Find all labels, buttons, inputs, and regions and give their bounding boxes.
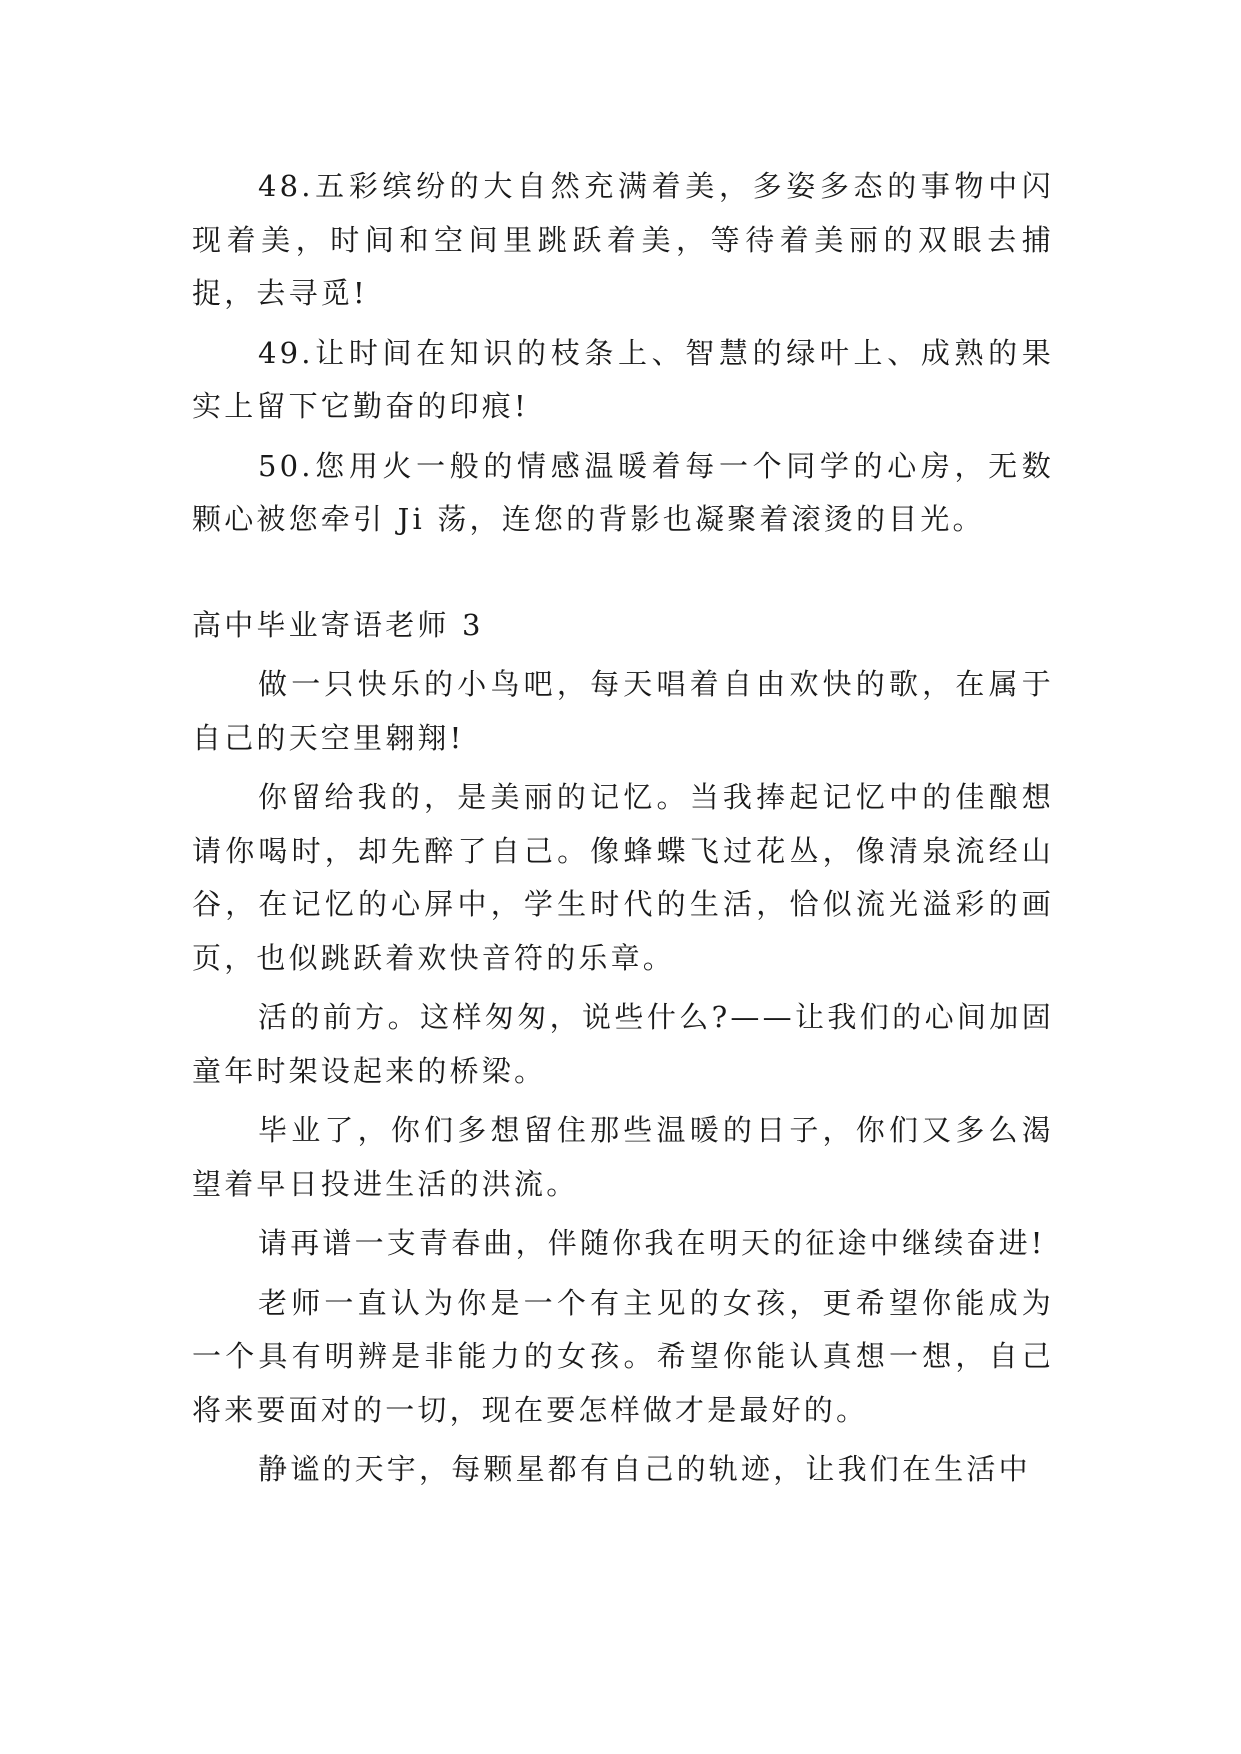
paragraph-48: 48.五彩缤纷的大自然充满着美，多姿多态的事物中闪现着美，时间和空间里跳跃着美，等待着美丽的双眼去捕捉，去寻觅! xyxy=(192,169,1054,310)
paragraph-stars: 静谧的天宇，每颗星都有自己的轨迹，让我们在生活中 xyxy=(258,1452,1031,1486)
paragraph-graduation: 毕业了，你们多想留住那些温暖的日子，你们又多么渴望着早日投进生活的洪流。 xyxy=(192,1113,1054,1201)
paragraph-youth-song: 请再谱一支青春曲，伴随你我在明天的征途中继续奋进! xyxy=(258,1226,1046,1260)
paragraph-bird: 做一只快乐的小鸟吧，每天唱着自由欢快的歌，在属于自己的天空里翱翔! xyxy=(192,667,1054,755)
paragraph-49: 49.让时间在知识的枝条上、智慧的绿叶上、成熟的果实上留下它勤奋的印痕! xyxy=(192,335,1054,423)
paragraph-memory: 你留给我的，是美丽的记忆。当我捧起记忆中的佳酿想请你喝时，却先醉了自己。像蜂蝶飞过花丛，像清泉流经山谷，在记忆的心屏中，学生时代的生活，恰似流光溢彩的画页，也似跳跃着欢快音符的乐章。 xyxy=(192,780,1054,975)
paragraph-teacher-advice: 老师一直认为你是一个有主见的女孩，更希望你能成为一个具有明辨是非能力的女孩。希望你能认真想一想，自己将来要面对的一切，现在要怎样做才是最好的。 xyxy=(192,1285,1054,1427)
paragraph-bridge: 活的前方。这样匆匆，说些什么?——让我们的心间加固童年时架设起来的桥梁。 xyxy=(192,1000,1054,1088)
document-body xyxy=(192,160,1054,1503)
paragraph-50: 50.您用火一般的情感温暖着每一个同学的心房，无数颗心被您牵引 Ji 荡，连您的背影也凝聚着滚烫的目光。 xyxy=(192,448,1054,536)
section-heading: 高中毕业寄语老师 3 xyxy=(192,607,484,642)
